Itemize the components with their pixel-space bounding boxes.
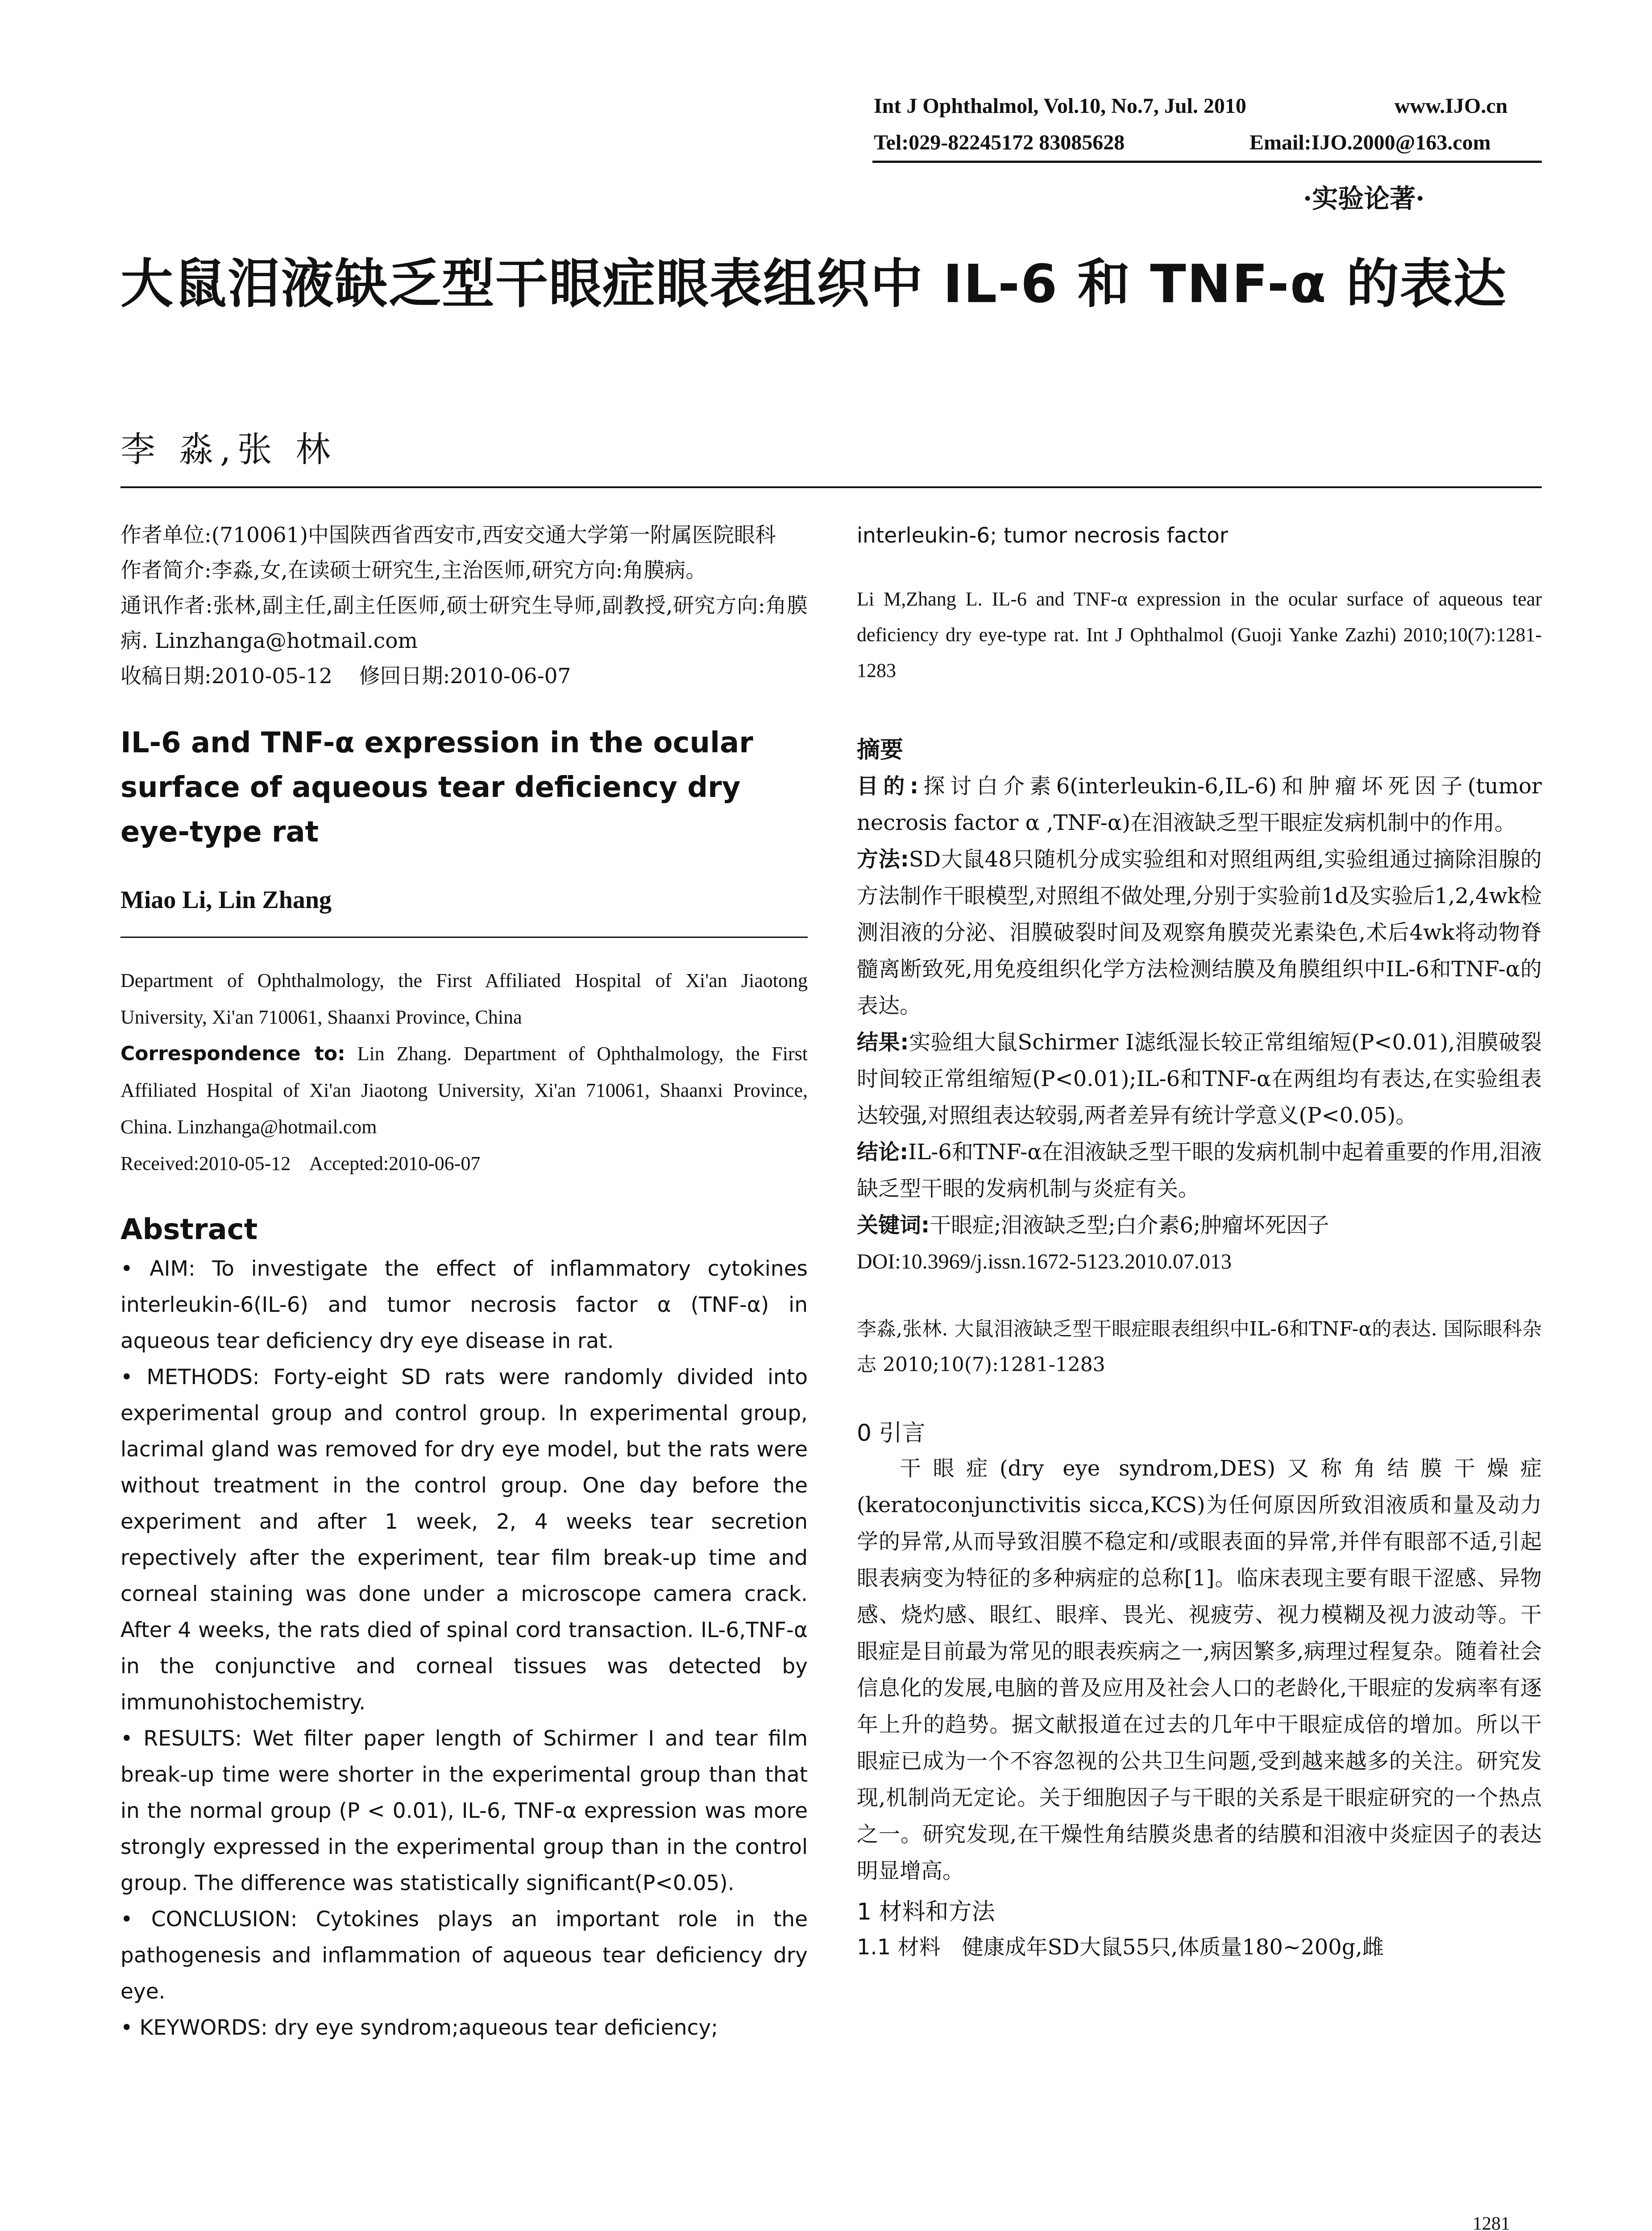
abstract-heading-cn: 摘要 <box>857 736 904 763</box>
keywords-continued: interleukin-6; tumor necrosis factor <box>857 523 1229 548</box>
keywords-label: 关键词: <box>857 1213 930 1238</box>
authors-cn: 李 淼,张 林 <box>120 430 337 470</box>
left-column <box>120 518 808 2046</box>
title-rule <box>120 486 1542 488</box>
abstract-cn-aim <box>857 768 1542 841</box>
journal-line: Int J Ophthalmol, Vol.10, No.7, Jul. 2010 <box>874 94 1246 118</box>
abstract-en <box>120 1251 808 2046</box>
page-number: 1281 <box>1473 2214 1510 2231</box>
abstract-cn-methods <box>857 841 1542 1024</box>
abstract-conclusion: • CONCLUSION: Cytokines plays an important role in the pathogenesis and inflammation of aqueous tear deficiency dry eye. <box>120 1907 808 2004</box>
intro-body <box>857 1450 1542 1889</box>
correspondence <box>120 1036 808 1145</box>
correspondence-text: Lin Zhang. Department of Ophthalmology, the First Affiliated Hospital of Xi'an Jiaotong University, Xi'an 710061, Shaanxi Province, China. Linzhanga@hotmail.com <box>120 1043 808 1138</box>
abstract-keywords: • KEYWORDS: dry eye syndrom;aqueous tear deficiency; <box>120 2015 718 2040</box>
methods-text: SD大鼠48只随机分成实验组和对照组两组,实验组通过摘除泪腺的方法制作干眼模型,对照组不做处理,分别于实验前1d及实验后1,2,4wk检测泪液的分泌、泪膜破裂时间及观察角膜荧光素染色,术后4wk将动物脊髓离断致死,用免疫组织化学方法检测结膜及角膜组织中IL-6和TNF-α的表达。 <box>857 847 1542 1018</box>
journal-tel: Tel:029-82245172 83085628 <box>874 131 1125 154</box>
authors-rule <box>120 937 808 938</box>
intro-heading: 0 引言 <box>857 1420 926 1447</box>
received-en: Received:2010-05-12 Accepted:2010-06-07 <box>120 1153 481 1174</box>
results-label: 结果: <box>857 1030 909 1055</box>
article-category: ·实验论著· <box>1303 183 1425 214</box>
department: Department of Ophthalmology, the First Affiliated Hospital of Xi'an Jiaotong University, Xi'an 710061, Shaanxi Province, China <box>120 970 808 1028</box>
doi[interactable]: DOI:10.3969/j.issn.1672-5123.2010.07.013 <box>857 1250 1232 1273</box>
affiliation-en <box>120 962 808 1182</box>
author-info-cn <box>120 518 808 694</box>
aim-text: 探讨白介素6(interleukin-6,IL-6)和肿瘤坏死因子(tumor necrosis factor α ,TNF-α)在泪液缺乏型干眼症发病机制中的作用。 <box>857 774 1542 835</box>
right-column <box>857 518 1542 1966</box>
materials-line <box>857 1929 1542 1966</box>
correspondence-label: Correspondence to: <box>120 1042 345 1065</box>
corresponding-author-cn: 通讯作者:张林,副主任,副主任医师,硕士研究生导师,副教授,研究方向:角膜病. Linzhanga@hotmail.com <box>120 593 808 653</box>
citation-cn <box>857 1311 1542 1383</box>
intro-paragraph: 干眼症(dry eye syndrom,DES)又称角结膜干燥症(keratoconjunctivitis sicca,KCS)为任何原因所致泪液质和量及动力学的异常,从而导致泪膜不稳定和/或眼表面的异常,并伴有眼部不适,引起眼表病变为特征的多种病症的总称[1]。临床表现主要有眼干涩感、异物感、烧灼感、眼红、眼痒、畏光、视疲劳、视力模糊及视力波动等。干眼症是目前最为常见的眼表疾病之一,病因繁多,病理过程复杂。随着社会信息化的发展,电脑的普及应用及社会人口的老龄化,干眼症的发病率有逐年上升的趋势。据文献报道在过去的几年中干眼症成倍的增加。所以干眼症已成为一个不容忽视的公共卫生问题,受到越来越多的关注。研究发现,机制尚无定论。关于细胞因子与干眼的关系是干眼症研究的一个热点之一。研究发现,在干燥性角结膜炎患者的结膜和泪液中炎症因子的表达明显增高。 <box>857 1456 1542 1883</box>
abstract-cn-keywords <box>857 1207 1542 1244</box>
page-title: 大鼠泪液缺乏型干眼症眼表组织中 IL-6 和 TNF-α 的表达 <box>120 253 1507 315</box>
author-unit: 作者单位:(710061)中国陕西省西安市,西安交通大学第一附属医院眼科 <box>120 523 776 547</box>
citation-en-text: Li M,Zhang L. IL-6 and TNF-α expression in the ocular surface of aqueous tear deficiency dry eye-type rat. Int J Ophthalmol (Guoji Yanke Zazhi) 2010;10(7):1281-1283 <box>857 588 1542 681</box>
abstract-heading-en: Abstract <box>120 1213 258 1246</box>
article-title-en: IL-6 and TNF-α expression in the ocular surface of aqueous tear deficiency dry eye-type rat <box>120 726 753 849</box>
abstract-cn <box>857 768 1542 1280</box>
journal-email[interactable]: Email:IJO.2000@163.com <box>1249 131 1491 154</box>
abstract-results: • RESULTS: Wet filter paper length of Schirmer I and tear film break-up time were shorter in the experimental group than that in the normal group (P < 0.01), IL-6, TNF-α expression was more strongly expressed in the experimental group than in the control group. The difference was statistically significant(P<0.05). <box>120 1726 808 1895</box>
citation-cn-text: 李淼,张林. 大鼠泪液缺乏型干眼症眼表组织中IL-6和TNF-α的表达. 国际眼科杂志 2010;10(7):1281-1283 <box>857 1318 1542 1376</box>
author-bio: 作者简介:李淼,女,在读硕士研究生,主治医师,研究方向:角膜病。 <box>120 558 707 583</box>
methods-label: 方法: <box>857 847 909 872</box>
abstract-methods: • METHODS: Forty-eight SD rats were randomly divided into experimental group and control group. In experimental group, lacrimal gland was removed for dry eye model, but the rats were without treatment in the control group. One day before the experiment and after 1 week, 2, 4 weeks tear secretion repectively after the experiment, tear film break-up time and corneal staining was done under a microscope camera crack. After 4 weeks, the rats died of spinal cord transaction. IL-6,TNF-α in the conjunctive and corneal tissues was detected by immunohistochemistry. <box>120 1365 808 1715</box>
results-text: 实验组大鼠Schirmer Ⅰ滤纸湿长较正常组缩短(P<0.01),泪膜破裂时间较正常组缩短(P<0.01);IL-6和TNF-α在两组均有表达,在实验组表达较强,对照组表达较弱,两者差异有统计学意义(P<0.05)。 <box>857 1030 1542 1128</box>
header-rule <box>872 161 1542 163</box>
keywords-text: 干眼症;泪液缺乏型;白介素6;肿瘤坏死因子 <box>930 1213 1329 1238</box>
methods-heading: 1 材料和方法 <box>857 1899 995 1925</box>
citation-en <box>857 581 1542 688</box>
abstract-aim: • AIM: To investigate the effect of inflammatory cytokines interleukin-6(IL-6) and tumor necrosis factor α (TNF-α) in aqueous tear deficiency dry eye disease in rat. <box>120 1256 808 1353</box>
materials-text: 健康成年SD大鼠55只,体质量180~200g,雌 <box>962 1935 1384 1960</box>
journal-website[interactable]: www.IJO.cn <box>1395 94 1508 118</box>
aim-label: 目的: <box>857 774 919 799</box>
conclusion-label: 结论: <box>857 1140 909 1165</box>
conclusion-text: IL-6和TNF-α在泪液缺乏型干眼的发病机制中起着重要的作用,泪液缺乏型干眼的发病机制与炎症有关。 <box>857 1140 1542 1201</box>
authors-en: Miao Li, Lin Zhang <box>120 886 332 914</box>
received-date-cn: 收稿日期:2010-05-12 修回日期:2010-06-07 <box>120 664 571 688</box>
abstract-cn-conclusion <box>857 1134 1542 1207</box>
materials-label: 1.1 材料 <box>857 1935 941 1960</box>
abstract-cn-results <box>857 1024 1542 1134</box>
